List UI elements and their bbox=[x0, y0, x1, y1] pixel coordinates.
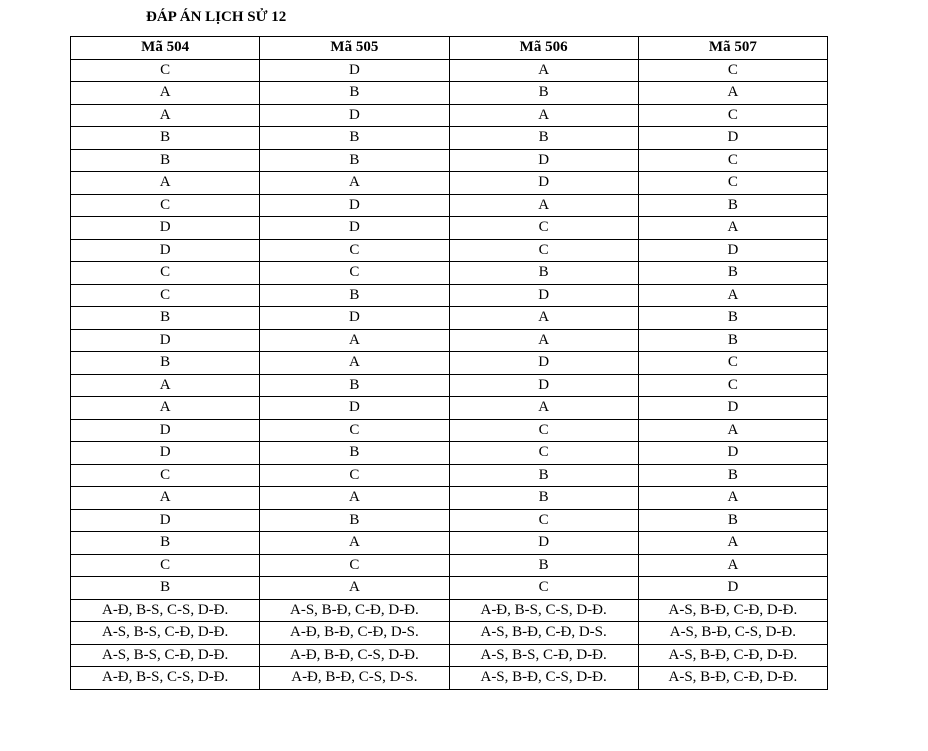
answer-cell: D bbox=[71, 419, 260, 442]
answer-cell: C bbox=[71, 194, 260, 217]
answer-cell: A bbox=[71, 82, 260, 105]
answer-cell: A bbox=[260, 352, 449, 375]
answer-cell: A bbox=[71, 374, 260, 397]
table-row bbox=[71, 397, 828, 420]
answer-cell: B bbox=[260, 82, 449, 105]
answer-cell: A-Đ, B-S, C-S, D-Đ. bbox=[449, 599, 638, 622]
answer-cell: D bbox=[638, 577, 827, 600]
answer-cell: C bbox=[638, 352, 827, 375]
answer-cell: A-S, B-Đ, C-Đ, D-Đ. bbox=[638, 599, 827, 622]
answer-cell: D bbox=[449, 172, 638, 195]
table-row bbox=[71, 554, 828, 577]
document-title: ĐÁP ÁN LỊCH SỬ 12 bbox=[146, 9, 287, 25]
answer-cell: D bbox=[638, 127, 827, 150]
answer-cell: D bbox=[260, 307, 449, 330]
answer-cell: A bbox=[638, 284, 827, 307]
answer-cell: B bbox=[449, 82, 638, 105]
table-row bbox=[71, 104, 828, 127]
answer-cell: D bbox=[260, 217, 449, 240]
answer-cell: B bbox=[260, 284, 449, 307]
answer-cell: B bbox=[449, 554, 638, 577]
answer-cell: D bbox=[449, 532, 638, 555]
answer-cell: C bbox=[638, 374, 827, 397]
table-row bbox=[71, 194, 828, 217]
answer-cell: A-Đ, B-Đ, C-S, D-Đ. bbox=[260, 644, 449, 667]
answer-cell: A-S, B-Đ, C-S, D-Đ. bbox=[638, 622, 827, 645]
answer-cell: D bbox=[260, 59, 449, 82]
table-row bbox=[71, 622, 828, 645]
table-row bbox=[71, 509, 828, 532]
table-row bbox=[71, 374, 828, 397]
answer-cell: B bbox=[71, 352, 260, 375]
answer-cell: A bbox=[638, 487, 827, 510]
answer-cell: D bbox=[638, 442, 827, 465]
answer-cell: C bbox=[449, 509, 638, 532]
table-row bbox=[71, 284, 828, 307]
table-row bbox=[71, 329, 828, 352]
answer-cell: B bbox=[449, 487, 638, 510]
answer-cell: B bbox=[449, 464, 638, 487]
answer-cell: B bbox=[638, 194, 827, 217]
header-row bbox=[71, 37, 828, 60]
answer-cell: B bbox=[71, 307, 260, 330]
answer-cell: A-Đ, B-Đ, C-S, D-S. bbox=[260, 667, 449, 690]
answer-cell: A bbox=[71, 487, 260, 510]
answer-cell: A bbox=[71, 397, 260, 420]
answer-cell: C bbox=[449, 577, 638, 600]
answer-cell: A-S, B-Đ, C-Đ, D-Đ. bbox=[260, 599, 449, 622]
table-body bbox=[71, 59, 828, 689]
answer-cell: D bbox=[71, 509, 260, 532]
answer-cell: A bbox=[449, 104, 638, 127]
answer-cell: A-S, B-S, C-Đ, D-Đ. bbox=[449, 644, 638, 667]
answer-cell: A bbox=[449, 59, 638, 82]
table-row bbox=[71, 532, 828, 555]
answer-key-table bbox=[70, 36, 828, 690]
answer-cell: B bbox=[260, 374, 449, 397]
answer-cell: D bbox=[638, 239, 827, 262]
answer-cell: B bbox=[71, 149, 260, 172]
answer-cell: A bbox=[71, 172, 260, 195]
answer-cell: B bbox=[260, 509, 449, 532]
answer-cell: C bbox=[638, 104, 827, 127]
answer-cell: B bbox=[71, 127, 260, 150]
answer-cell: D bbox=[260, 104, 449, 127]
answer-cell: A bbox=[638, 554, 827, 577]
column-header-1: Mã 504 bbox=[71, 37, 260, 60]
answer-cell: D bbox=[449, 374, 638, 397]
answer-cell: B bbox=[638, 509, 827, 532]
answer-cell: C bbox=[260, 419, 449, 442]
answer-cell: C bbox=[449, 217, 638, 240]
answer-cell: B bbox=[71, 532, 260, 555]
answer-cell: C bbox=[260, 554, 449, 577]
table-row bbox=[71, 352, 828, 375]
table-row bbox=[71, 464, 828, 487]
answer-cell: A bbox=[260, 329, 449, 352]
answer-cell: D bbox=[449, 352, 638, 375]
answer-cell: A bbox=[449, 307, 638, 330]
answer-cell: C bbox=[260, 239, 449, 262]
answer-cell: A bbox=[638, 532, 827, 555]
answer-cell: A-S, B-Đ, C-Đ, D-Đ. bbox=[638, 667, 827, 690]
answer-cell: D bbox=[71, 239, 260, 262]
answer-cell: B bbox=[260, 127, 449, 150]
table-row bbox=[71, 442, 828, 465]
answer-cell: A bbox=[260, 577, 449, 600]
table-row bbox=[71, 419, 828, 442]
answer-cell: A bbox=[260, 532, 449, 555]
answer-cell: D bbox=[260, 397, 449, 420]
column-header-3: Mã 506 bbox=[449, 37, 638, 60]
answer-cell: A bbox=[449, 194, 638, 217]
answer-cell: B bbox=[638, 464, 827, 487]
answer-cell: A-S, B-S, C-Đ, D-Đ. bbox=[71, 622, 260, 645]
answer-cell: A-S, B-S, C-Đ, D-Đ. bbox=[71, 644, 260, 667]
answer-cell: C bbox=[638, 59, 827, 82]
answer-cell: A bbox=[638, 217, 827, 240]
answer-cell: D bbox=[71, 442, 260, 465]
answer-cell: D bbox=[260, 194, 449, 217]
answer-cell: A bbox=[638, 82, 827, 105]
answer-cell: B bbox=[260, 149, 449, 172]
table-row bbox=[71, 577, 828, 600]
answer-cell: C bbox=[71, 262, 260, 285]
table-row bbox=[71, 307, 828, 330]
answer-cell: A-Đ, B-S, C-S, D-Đ. bbox=[71, 599, 260, 622]
answer-cell: A bbox=[449, 397, 638, 420]
table-row bbox=[71, 644, 828, 667]
column-header-4: Mã 507 bbox=[638, 37, 827, 60]
answer-cell: C bbox=[260, 464, 449, 487]
answer-cell: D bbox=[638, 397, 827, 420]
answer-cell: C bbox=[260, 262, 449, 285]
table-row bbox=[71, 262, 828, 285]
answer-cell: A bbox=[260, 487, 449, 510]
answer-cell: B bbox=[638, 307, 827, 330]
table-header bbox=[71, 37, 828, 60]
answer-cell: B bbox=[449, 127, 638, 150]
answer-cell: A-Đ, B-S, C-S, D-Đ. bbox=[71, 667, 260, 690]
answer-cell: A-S, B-Đ, C-Đ, D-Đ. bbox=[638, 644, 827, 667]
table-row bbox=[71, 599, 828, 622]
table-row bbox=[71, 217, 828, 240]
answer-cell: A bbox=[638, 419, 827, 442]
answer-cell: D bbox=[449, 284, 638, 307]
answer-cell: A bbox=[449, 329, 638, 352]
answer-cell: C bbox=[638, 149, 827, 172]
answer-cell: A-Đ, B-Đ, C-Đ, D-S. bbox=[260, 622, 449, 645]
answer-cell: C bbox=[449, 239, 638, 262]
answer-cell: B bbox=[638, 262, 827, 285]
table-row bbox=[71, 59, 828, 82]
answer-cell: C bbox=[71, 284, 260, 307]
table-row bbox=[71, 127, 828, 150]
answer-cell: A bbox=[71, 104, 260, 127]
answer-cell: C bbox=[449, 442, 638, 465]
answer-cell: C bbox=[449, 419, 638, 442]
answer-cell: C bbox=[71, 464, 260, 487]
answer-cell: C bbox=[71, 59, 260, 82]
answer-cell: B bbox=[449, 262, 638, 285]
table-row bbox=[71, 82, 828, 105]
table-row bbox=[71, 149, 828, 172]
table-row bbox=[71, 172, 828, 195]
table-row bbox=[71, 667, 828, 690]
answer-cell: D bbox=[449, 149, 638, 172]
answer-cell: B bbox=[71, 577, 260, 600]
answer-cell: D bbox=[71, 329, 260, 352]
answer-cell: A bbox=[260, 172, 449, 195]
answer-cell: D bbox=[71, 217, 260, 240]
answer-cell: B bbox=[638, 329, 827, 352]
answer-cell: C bbox=[638, 172, 827, 195]
table-row bbox=[71, 239, 828, 262]
answer-cell: A-S, B-Đ, C-S, D-Đ. bbox=[449, 667, 638, 690]
column-header-2: Mã 505 bbox=[260, 37, 449, 60]
answer-cell: C bbox=[71, 554, 260, 577]
answer-cell: A-S, B-Đ, C-Đ, D-S. bbox=[449, 622, 638, 645]
answer-cell: B bbox=[260, 442, 449, 465]
table-row bbox=[71, 487, 828, 510]
